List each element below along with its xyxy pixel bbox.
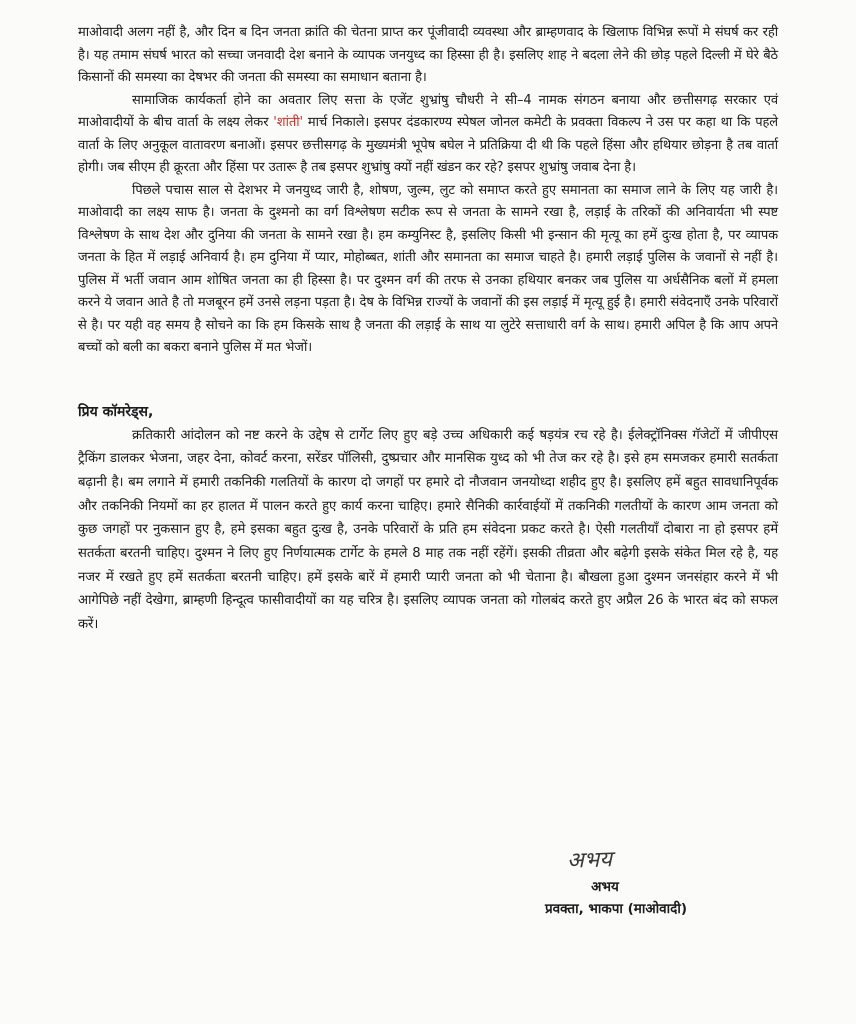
signature-block <box>500 846 740 920</box>
paragraph-3-text: पिछले पचास साल से देशभर मे जनयुध्द जारी है, शोषण, जुल्म, लुट को समाप्त करते हुए समानता का समाज लाने के लिए यह जारी है। माओवादी का लक्ष्य साफ है। जनता के दुश्मनो का वर्ग विश्लेषण सटीक रूप से जनता के सामने रखा है, लड़ाई के तरिकों की अनिवार्यता भी स्पष्ट विश्लेषण के साथ देश और दुनिया की जनता के सामने रखा है। हम कम्युनिस्ट है, इसलिए किसी भी इन्सान की मृत्यू का हमें दुःख होता है, पर व्यापक जनता के हित में लड़ाई अनिवार्य है। हम दुनिया में प्यार, मोहोब्बत, शांती और समानता का समाज चाहते है। हमारी लड़ाई पुलिस के जवानों से नहीं है। पुलिस में भर्ती जवान आम शोषित जनता का ही हिस्सा है। पर दुश्मन वर्ग की तरफ से उनका हथियार बनकर जब पुलिस या अर्धसैनिक बलों में हमला करने ये जवान आते है तो मजबूरन हमें उनसे लड़ना पड़ता है। देष के विभिन्न राज्यों के जवानों की इस लड़ाई में मृत्यू हुई है। हमारी संवेदनाएँ उनके परिवारों से है। पर यही वह समय है सोचने का कि हम किसके साथ है जनता की लड़ाई के साथ या लुटेरे सत्ताधारी वर्ग के साथ। हमारी अपिल है कि आप अपने बच्चों को बली का बकरा बनाने पुलिस में मत भेजों। <box>78 182 778 355</box>
shanti-highlight: 'शांती' <box>273 115 304 130</box>
paragraph-2-text-b: मार्च निकाले। इसपर दंडकारण्य स्पेषल जोनल कमेटी के प्रवक्ता विकल्प ने उस पर कहा था कि पहले वार्ता के लिए अनुकूल वातावरण बनाओं। इसपर छत्तीसगढ़ के मुख्यमंत्री भूपेष बघेल ने प्रतिक्रिया दी थी कि पहले हिंसा और हथियार छोड़ना है तब वार्ता होगी। जब सीएम ही क्रूरता और हिंसा पर उतारू है तब इसपर शुभ्रांषु क्यों नहीं खंडन कर रहे? इसपर शुभ्रांषु जवाब देना है। <box>78 115 778 175</box>
paragraph-2 <box>78 90 778 180</box>
salutation: प्रिय कॉमरेड्स, <box>78 403 154 420</box>
paragraph-1-text: माओवादी अलग नहीं है, और दिन ब दिन जनता क्रांति की चेतना प्राप्त कर पूंजीवादी व्यवस्था और ब्राम्हणवाद के खिलाफ विभिन्न रूपों मे संघर्ष कर रही है। यह तमाम संघर्ष भारत को सच्चा जनवादी देश बनाने के व्यापक जनयुध्द का हिस्सा ही है। इसलिए शाह ने बदला लेने की छोड़ पहले दिल्ली में घेरे बैठे किसानों की समस्या का देषभर की जनता की समस्या का समाधान बताना है। <box>78 25 778 85</box>
signer-name: अभय <box>591 879 619 895</box>
letter-body <box>78 424 778 637</box>
signer-title: प्रवक्ता, भाकपा (माओवादी) <box>544 901 688 917</box>
paragraph-1 <box>78 22 778 90</box>
paragraph-4 <box>78 424 778 637</box>
paragraph-2-text-a: सामाजिक कार्यकर्ता होने का अवतार लिए सत्ता के एजेंट शुभ्रांषु चौधरी ने सी–4 नामक संगठन बनाया और छत्तीसगढ़ सरकार एवं माओवादीयों के बीच वार्ता के लक्ष्य लेकर <box>78 92 778 130</box>
paragraph-4-text: क्रतिकारी आंदोलन को नष्ट करने के उद्देष से टार्गेट लिए हुए बड़े उच्च अधिकारी कई षड़यंत्र रच रहे है। ईलेक्ट्रॉनिक्स गॅजेटों में जीपीएस ट्रैकिंग डालकर भेजना, जहर देना, कोवर्ट करना, सरेंडर पॉलिसी, दुष्प्रचार और मानसिक युध्द को भी तेज कर रहे है। इसे हम समजकर हमारी सतर्कता बढ़ानी है। बम लगाने में हमारी तकनिकी गलतियों के कारण दो जगहों पर हमारे दो नौजवान जनयोध्दा शहीद हुए है। इसलिए हमें बहुत सावधानिपूर्वक और तकनिकी नियमों का हर हालत में पालन करते हुए कार्य करना चाहिए। हमारे सैनिकी कार्रवाईयों में तकनिकी गलतीयों के कारण आम जनता को कुछ जगहों पर नुकसान हुए है, हमे इसका बहुत दुःख है, उनके परिवारों के प्रति हम संवेदना प्रकट करते है। ऐसी गलतीयाँ दोबारा ना हो इसपर हमें सतर्कता बरतनी चाहिए। दुश्मन ने लिए हुए निर्णयात्मक टार्गेट के हमले 8 माह तक नहीं रहेंगें। इसकी तीव्रता और बढ़ेगी इसके संकेत मिल रहे है, यह नजर में रखते हुए हमें सतर्कता बरतनी चाहिए। हमें इसके बारें में हमारी प्यारी जनता को भी चेताना है। बौखला हुआ दुश्मन जनसंहार करने में भी आगेपिछे नहीं देखेगा, ब्राम्हणी हिन्दूत्व फासीवादीयों का यह चरित्र है। इसलिए व्यापक जनता को गोलबंद करते हुए अप्रैल 26 के भारत बंद को सफल करें। <box>78 427 778 633</box>
handwritten-signature: अभय <box>567 847 613 874</box>
paragraph-3 <box>78 180 778 360</box>
